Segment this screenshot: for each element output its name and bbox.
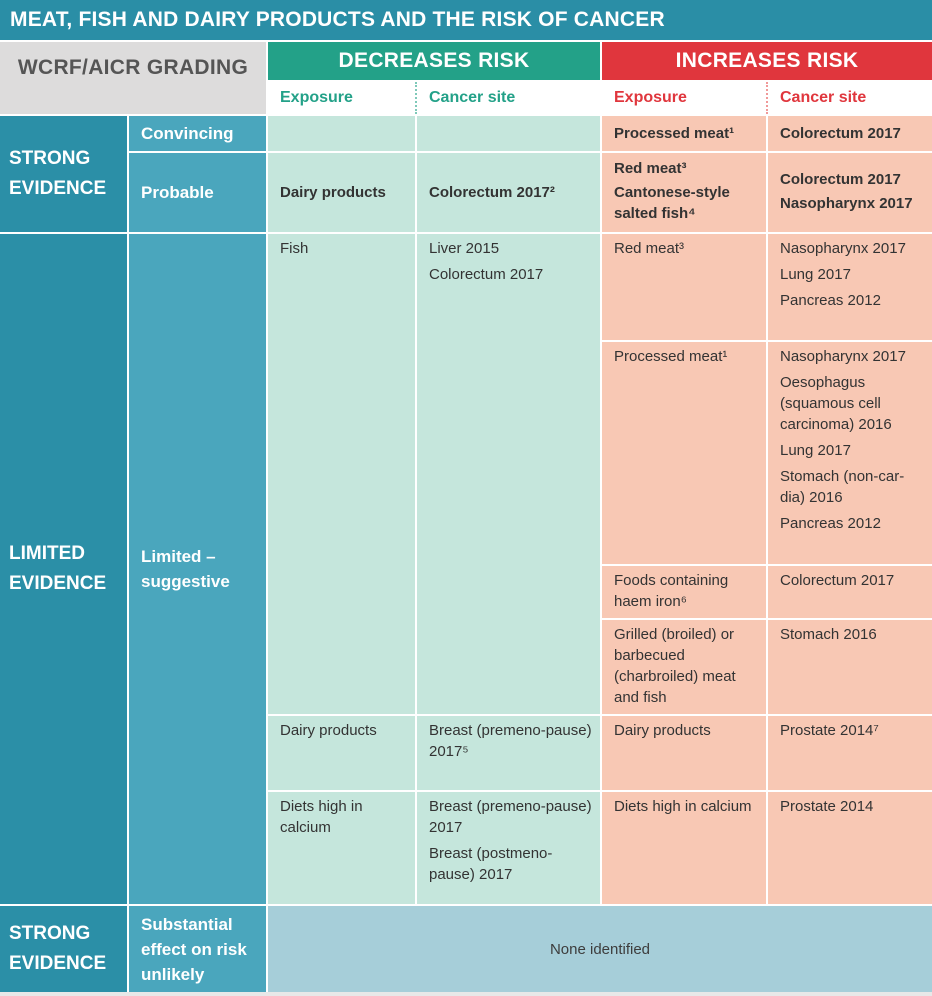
- limited-evidence-label: LIMITED EVIDENCE: [0, 234, 127, 904]
- lim-inc-dairy-site: [768, 716, 932, 790]
- exposure-item: Fish: [280, 240, 309, 257]
- none-identified-cell: None identified: [268, 906, 932, 992]
- exposure-item: Diets high in calcium: [614, 798, 752, 815]
- site-item: Breast (postmeno-pause) 2017: [429, 845, 553, 883]
- convincing-label: Convincing: [129, 116, 266, 151]
- strong-evidence-bottom-label: STRONG EVIDENCE: [0, 906, 127, 992]
- lim-dec-fish-exposure: [268, 234, 415, 714]
- increases-risk-header: INCREASES RISK: [602, 42, 932, 80]
- site-item: Breast (premeno-pause) 2017: [429, 798, 592, 836]
- lim-dec-fish-site: [417, 234, 600, 714]
- exposure-item: Dairy products: [614, 722, 711, 739]
- inc-cancer-site-header: Cancer site: [766, 82, 932, 114]
- exposure-item: Processed meat¹: [614, 125, 735, 142]
- site-item: Nasopharynx 2017: [780, 194, 913, 212]
- lim-dec-dairy-site: [417, 716, 600, 790]
- exposure-item: Grilled (broiled) or barbecued (charbroiled) meat and fish: [614, 626, 736, 706]
- site-item: Pancreas 2012: [780, 292, 881, 309]
- exposure-item: Foods containing haem iron⁶: [614, 572, 729, 610]
- lim-inc-haem-site: [768, 566, 932, 618]
- inc-exposure-header: Exposure: [602, 82, 766, 114]
- site-item: Stomach 2016: [780, 626, 877, 643]
- site-item: Nasopharynx 2017: [780, 348, 906, 365]
- lim-dec-dairy-exposure: [268, 716, 415, 790]
- substantial-effect-label: Substantial effect on risk unlikely: [129, 906, 266, 992]
- convincing-inc-site: [768, 116, 932, 151]
- convincing-inc-exposure: [602, 116, 766, 151]
- probable-inc-exposure: [602, 153, 766, 232]
- site-item: Prostate 2014: [780, 798, 874, 815]
- strong-evidence-label: STRONG EVIDENCE: [0, 116, 127, 232]
- lim-inc-calcium-site: [768, 792, 932, 904]
- dec-exposure-header: Exposure: [268, 82, 415, 114]
- exposure-item: Red meat³: [614, 160, 687, 177]
- exposure-item: Dairy products: [280, 184, 386, 201]
- site-item: Colorectum 2017: [780, 170, 901, 188]
- table-title: MEAT, FISH AND DAIRY PRODUCTS AND THE RISK OF CANCER: [0, 0, 932, 40]
- limited-suggestive-label: Limited – suggestive: [129, 234, 266, 904]
- lim-inc-grilled-site: [768, 620, 932, 714]
- lim-inc-processed-exposure: [602, 342, 766, 564]
- exposure-item: Diets high in calcium: [280, 798, 363, 836]
- grading-header: WCRF/AICR GRADING: [0, 42, 266, 114]
- lim-inc-processed-site: [768, 342, 932, 564]
- site-item: Colorectum 2017: [780, 125, 901, 142]
- probable-dec-exposure: [268, 153, 415, 232]
- site-item: Pancreas 2012: [780, 515, 881, 532]
- decreases-risk-header: DECREASES RISK: [268, 42, 600, 80]
- lim-inc-dairy-exposure: [602, 716, 766, 790]
- site-item: Prostate 2014⁷: [780, 722, 879, 739]
- lim-inc-redmeat-exposure: [602, 234, 766, 340]
- probable-label: Probable: [129, 153, 266, 232]
- site-item: Breast (premeno-pause) 2017⁵: [429, 722, 592, 760]
- site-item: Lung 2017: [780, 442, 851, 459]
- probable-dec-site: [417, 153, 600, 232]
- site-item: Liver 2015: [429, 240, 500, 257]
- exposure-item: Cantonese-style salted fish⁴: [614, 184, 730, 222]
- site-item: Colorectum 2017: [429, 266, 544, 283]
- lim-inc-calcium-exposure: [602, 792, 766, 904]
- convincing-dec-site: [417, 116, 600, 151]
- lim-inc-grilled-exposure: [602, 620, 766, 714]
- convincing-dec-exposure: [268, 116, 415, 151]
- site-item: Oesophagus (squamous cell carcinoma) 2016: [780, 374, 892, 433]
- site-item: Colorectum 2017: [780, 572, 895, 589]
- dec-cancer-site-header: Cancer site: [415, 82, 600, 114]
- exposure-item: Red meat³: [614, 240, 685, 257]
- exposure-item: Dairy products: [280, 722, 377, 739]
- bottom-divider: [0, 992, 932, 996]
- lim-dec-calcium-site: [417, 792, 600, 904]
- probable-inc-site: [768, 153, 932, 232]
- lim-inc-haem-exposure: [602, 566, 766, 618]
- lim-inc-redmeat-site: [768, 234, 932, 340]
- site-item: Lung 2017: [780, 266, 851, 283]
- site-item: Stomach (non-car-dia) 2016: [780, 468, 905, 506]
- site-item: Colorectum 2017²: [429, 184, 555, 201]
- site-item: Nasopharynx 2017: [780, 240, 906, 257]
- exposure-item: Processed meat¹: [614, 348, 728, 365]
- lim-dec-calcium-exposure: [268, 792, 415, 904]
